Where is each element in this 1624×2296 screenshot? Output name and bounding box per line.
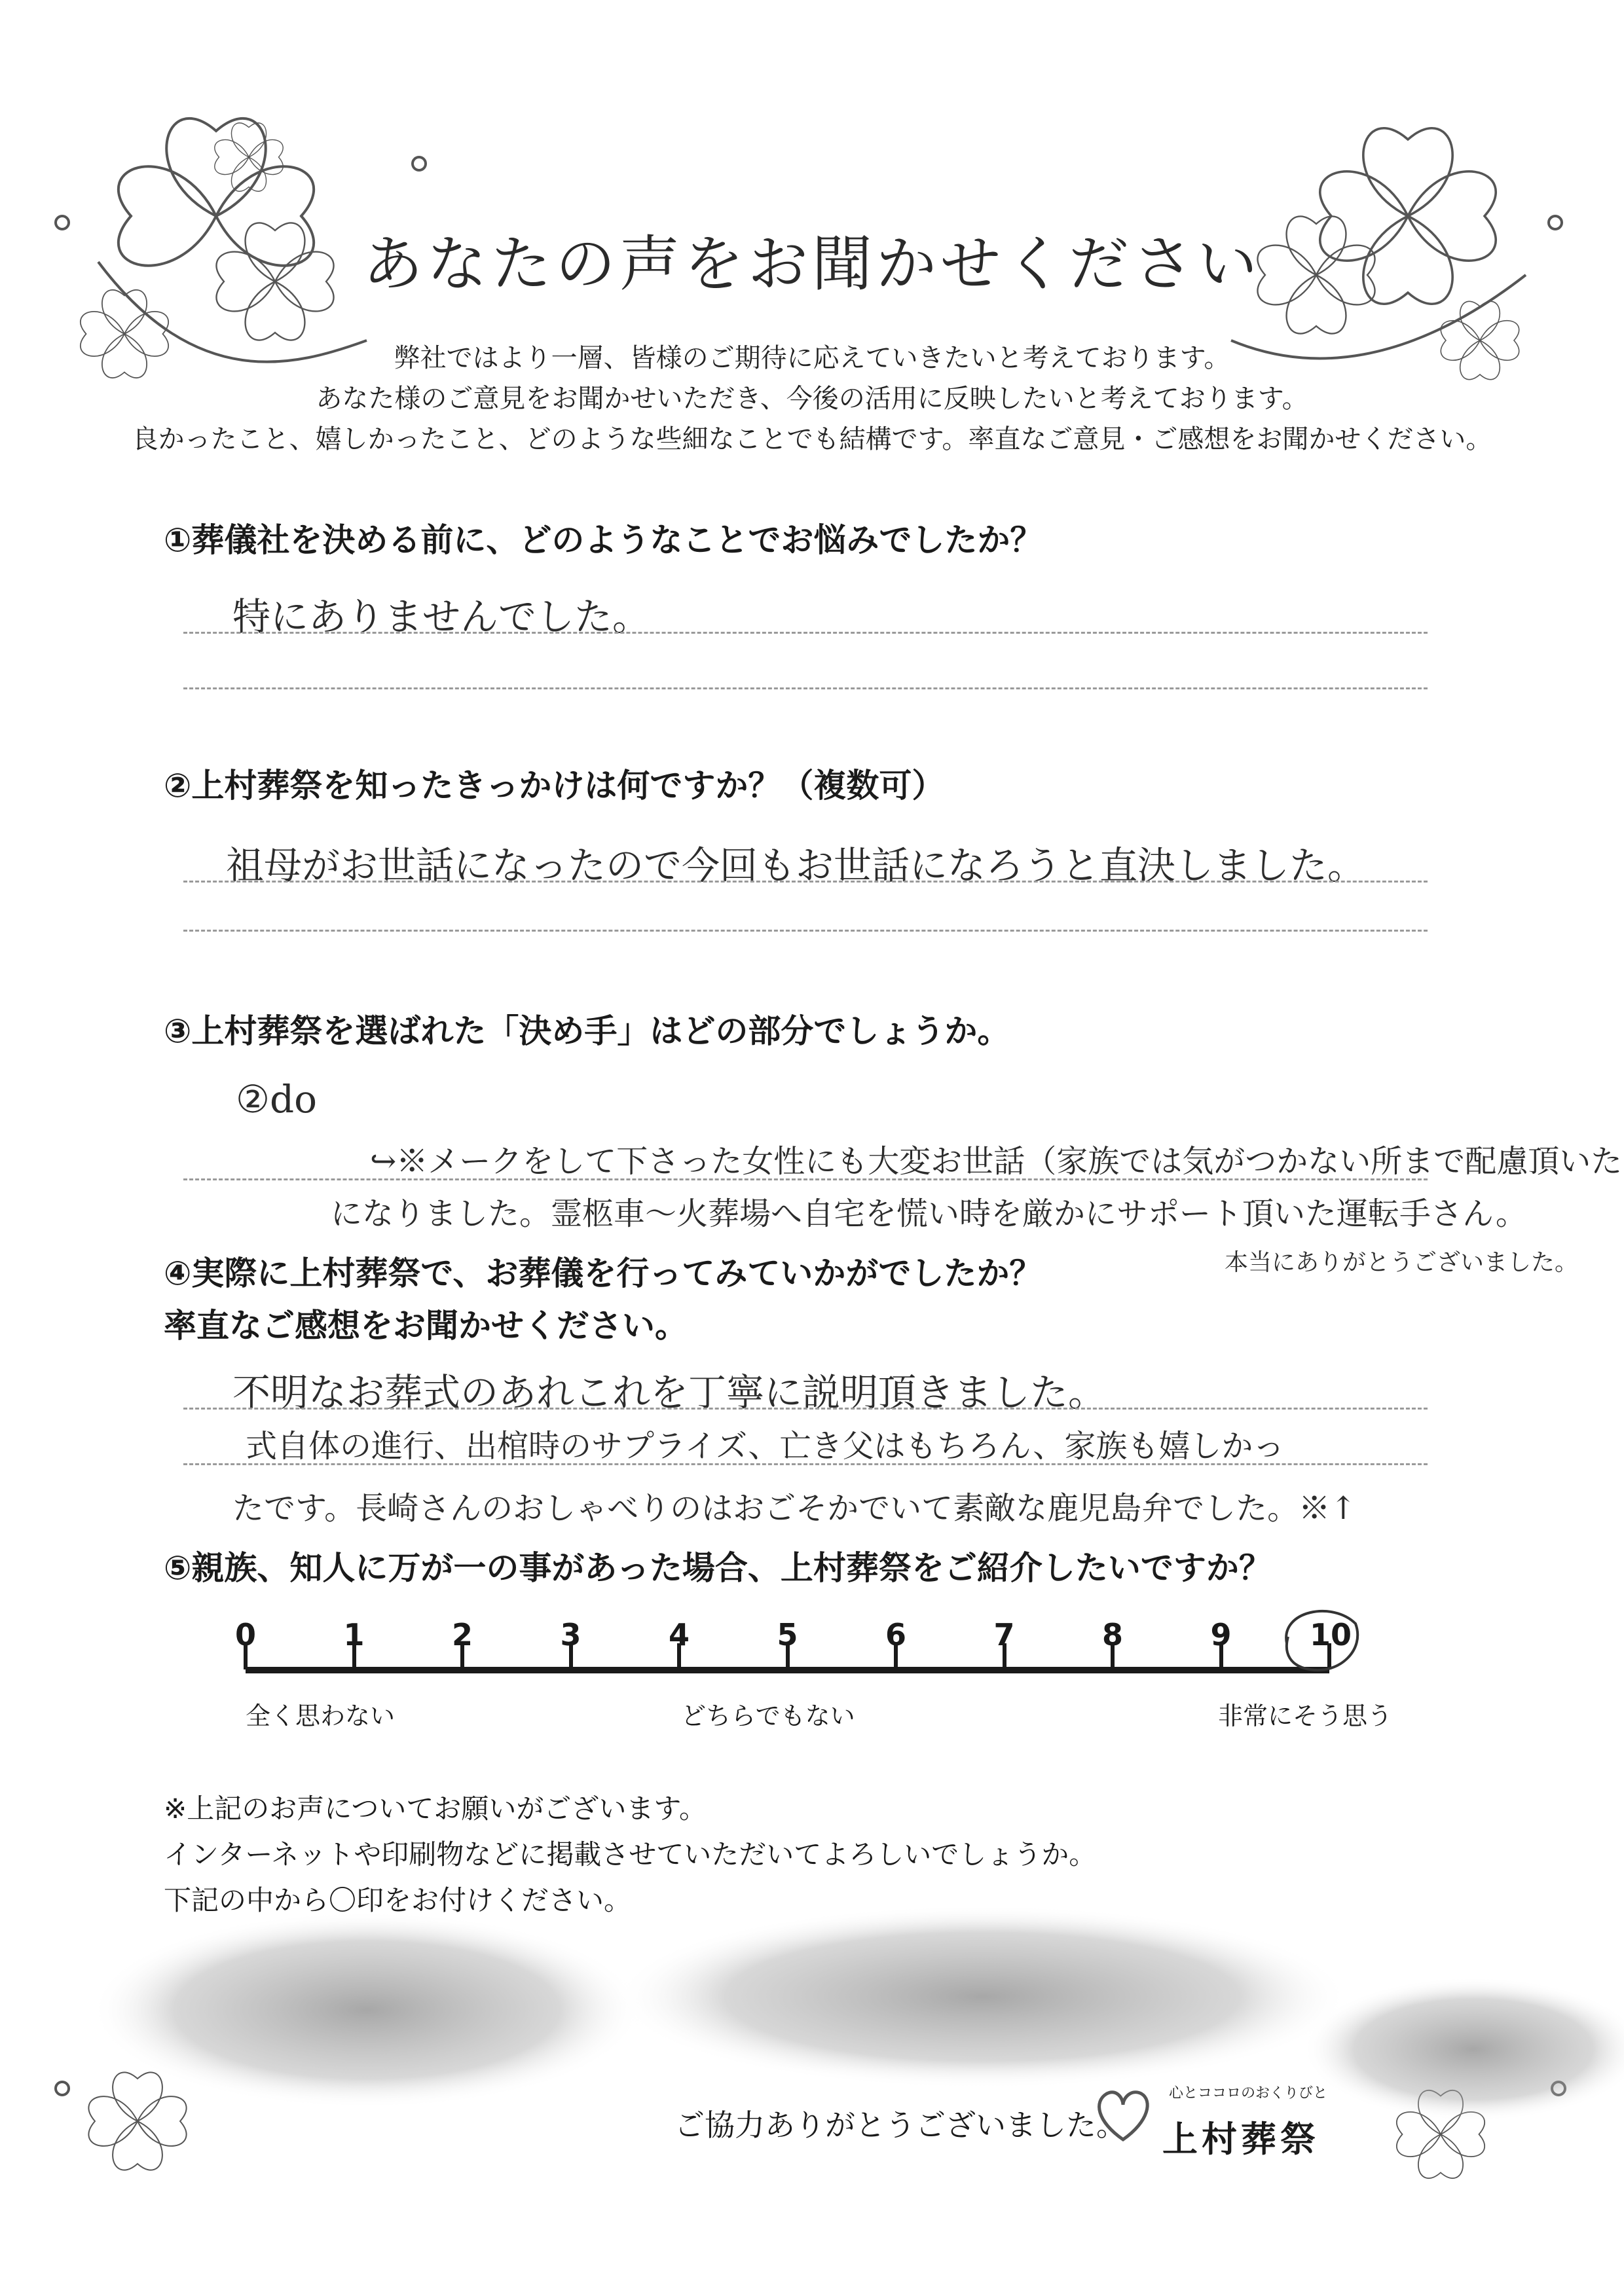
question-4-answer-3: たです。長崎さんのおしゃべりのはおごそかでいて素敵な鹿児島弁でした。※↑	[232, 1490, 1357, 1527]
question-4-label: ④実際に上村葬祭で、お葬儀を行ってみていかがでしたか？	[164, 1254, 1043, 1292]
scale-number-5: 5	[777, 1617, 798, 1652]
question-4-label-2: 率直なご感想をお聞かせください。	[164, 1307, 688, 1345]
answer-line	[183, 1408, 1428, 1410]
scale-number-3: 3	[560, 1617, 581, 1652]
answer-line	[183, 881, 1428, 883]
logo-tagline: 心とココロのおくりびと	[1169, 2085, 1328, 2102]
question-3-label: ③上村葬祭を選ばれた「決め手」はどの部分でしょうか。	[164, 1012, 1010, 1050]
selected-circle-mark	[1274, 1597, 1365, 1683]
intro-line-3: 良かったこと、嬉しかったこと、どのような些細なことでも結構です。率直なご意見・ご感想をお聞かせください。	[132, 424, 1492, 454]
redacted-area	[92, 1912, 642, 2108]
question-2-answer: 祖母がお世話になったので今回もお世話になろうと直決しました。	[226, 843, 1366, 888]
clover-icon	[215, 123, 283, 191]
page-title: あなたの声をお聞かせください	[362, 229, 1261, 299]
scale-number-2: 2	[451, 1617, 473, 1652]
question-4-answer-2: 式自体の進行、出棺時のサプライズ、亡き父はもちろん、家族も嬉しかっ	[246, 1428, 1285, 1465]
notice-line-2: インターネットや印刷物などに掲載させていただいてよろしいでしょうか。	[164, 1838, 1097, 1870]
redacted-area	[616, 1905, 1349, 2088]
scale-number-10: 10	[1310, 1617, 1352, 1652]
scale-number-6: 6	[885, 1617, 906, 1652]
rating-scale	[246, 1663, 1329, 1689]
answer-line	[183, 1178, 1428, 1180]
scale-label-mid: どちらでもない	[681, 1702, 855, 1730]
scale-label-low: 全く思わない	[246, 1702, 396, 1730]
scale-number-4: 4	[668, 1617, 690, 1652]
answer-line	[183, 930, 1428, 932]
redacted-area	[1303, 1977, 1624, 2121]
notice-line-3: 下記の中から〇印をお付けください。	[164, 1884, 632, 1916]
answer-line	[183, 1463, 1428, 1465]
question-1-answer: 特にありませんでした。	[232, 594, 651, 639]
question-3-answer-3: になりました。霊柩車～火葬場へ自宅を慌い時を厳かにサポート頂いた運転手さん。	[331, 1195, 1527, 1232]
footer-thanks: ご協力ありがとうございました。	[674, 2107, 1126, 2143]
question-3-answer-4: 本当にありがとうございました。	[1225, 1249, 1579, 1276]
question-3-answer-1: ②do	[236, 1077, 318, 1121]
answer-line	[183, 687, 1428, 689]
question-1-label: ①葬儀社を決める前に、どのようなことでお悩みでしたか？	[164, 521, 1043, 559]
scale-number-8: 8	[1101, 1617, 1123, 1652]
question-5-label: ⑤親族、知人に万が一の事があった場合、上村葬祭をご紹介したいですか？	[164, 1549, 1272, 1587]
logo-name: 上村葬祭	[1162, 2119, 1320, 2160]
scale-number-1: 1	[343, 1617, 365, 1652]
heart-logo-icon	[1090, 2082, 1156, 2147]
clover-icon	[88, 2072, 186, 2170]
intro-line-2: あなた様のご意見をお聞かせいただき、今後の活用に反映したいと考えております。	[316, 384, 1308, 414]
scale-number-7: 7	[993, 1617, 1015, 1652]
question-2-label: ②上村葬祭を知ったきっかけは何ですか？（複数可）	[164, 767, 945, 805]
scale-label-high: 非常にそう思う	[1218, 1702, 1393, 1730]
scale-number-0: 0	[234, 1617, 256, 1652]
notice-line-1: ※上記のお声についてお願いがございます。	[164, 1793, 707, 1825]
scale-number-9: 9	[1210, 1617, 1232, 1652]
intro-line-1: 弊社ではより一層、皆様のご期待に応えていきたいと考えております。	[394, 343, 1230, 373]
question-3-answer-2: ↪※メークをして下さった女性にも大変お世話（家族では気がつかない所まで配慮頂いた	[370, 1143, 1623, 1180]
answer-line	[183, 632, 1428, 634]
question-4-answer-1: 不明なお葬式のあれこれを丁寧に説明頂きました。	[232, 1370, 1107, 1415]
